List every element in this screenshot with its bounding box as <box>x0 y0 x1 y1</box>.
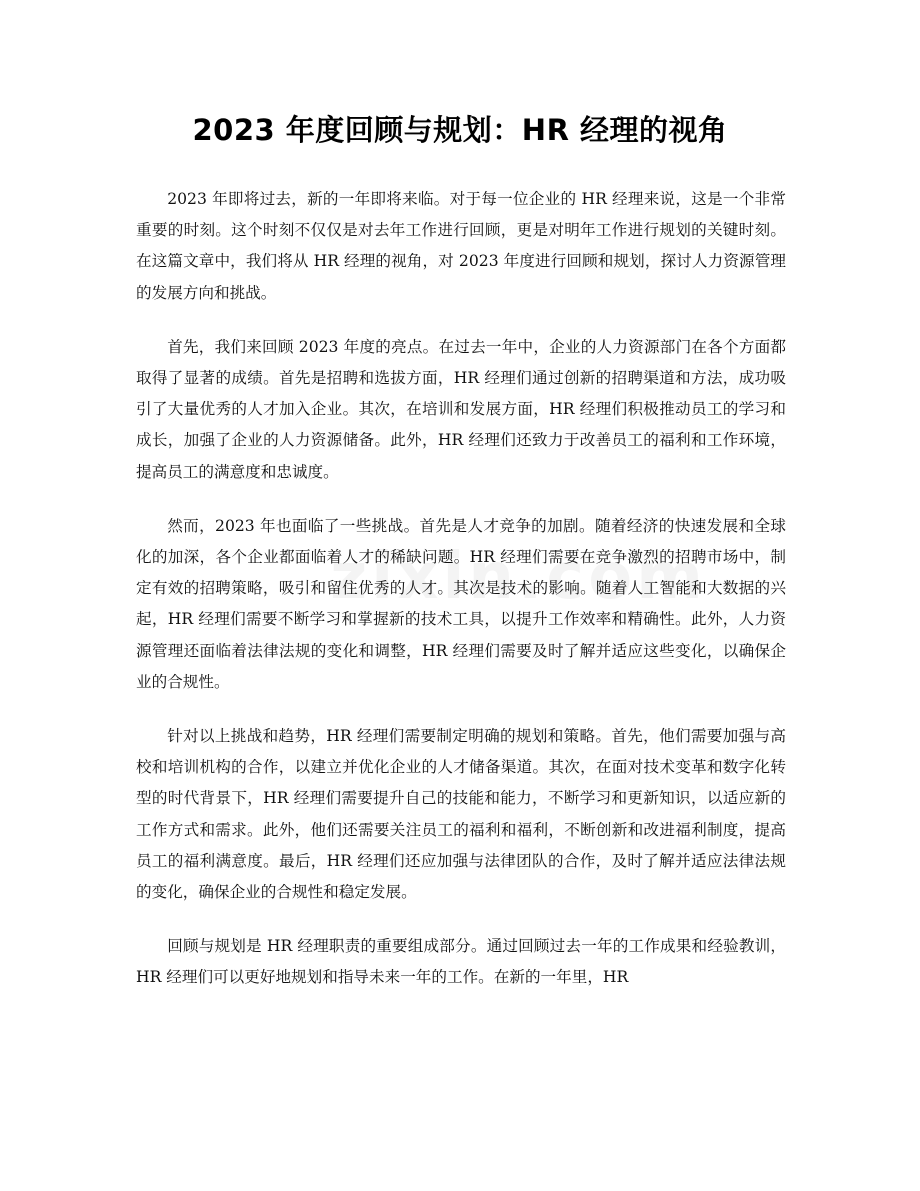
paragraph-challenges: 然而，2023 年也面临了一些挑战。首先是人才竞争的加剧。随着经济的快速发展和全球化的加深，各个企业都面临着人才的稀缺问题。HR 经理们需要在竞争激烈的招聘市场中，制定有效的招聘策略，吸引和留住优秀的人才。其次是技术的影响。随着人工智能和大数据的兴起，HR 经理们需要不断学习和掌握新的技术工具，以提升工作效率和精确性。此外，人力资源管理还面临着法律法规的变化和调整，HR 经理们需要及时了解并适应这些变化，以确保企业的合规性。 <box>136 516 786 691</box>
paragraph-conclusion: 回顾与规划是 HR 经理职责的重要组成部分。通过回顾过去一年的工作成果和经验教训，HR 经理们可以更好地规划和指导未来一年的工作。在新的一年里，HR <box>136 937 786 987</box>
document-body <box>136 184 786 1017</box>
document-title: 2023 年度回顾与规划：HR 经理的视角 <box>192 113 728 147</box>
paragraph-highlights: 首先，我们来回顾 2023 年度的亮点。在过去一年中，企业的人力资源部门在各个方面都取得了显著的成绩。首先是招聘和选拔方面，HR 经理们通过创新的招聘渠道和方法，成功吸引了大量优秀的人才加入企业。其次，在培训和发展方面，HR 经理们积极推动员工的学习和成长，加强了企业的人力资源储备。此外，HR 经理们还致力于改善员工的福利和工作环境，提高员工的满意度和忠诚度。 <box>136 337 786 481</box>
paragraph-strategies: 针对以上挑战和趋势，HR 经理们需要制定明确的规划和策略。首先，他们需要加强与高校和培训机构的合作，以建立并优化企业的人才储备渠道。其次，在面对技术变革和数字化转型的时代背景下，HR 经理们需要提升自己的技能和能力，不断学习和更新知识，以适应新的工作方式和需求。此外，他们还需要关注员工的福利和福利，不断创新和改进福利制度，提高员工的福利满意度。最后，HR 经理们还应加强与法律团队的合作，及时了解并适应法律法规的变化，确保企业的合规性和稳定发展。 <box>136 727 786 902</box>
paragraph-intro: 2023 年即将过去，新的一年即将来临。对于每一位企业的 HR 经理来说，这是一个非常重要的时刻。这个时刻不仅仅是对去年工作进行回顾，更是对明年工作进行规划的关键时刻。在这篇文章中，我们将从 HR 经理的视角，对 2023 年度进行回顾和规划，探讨人力资源管理的发展方向和挑战。 <box>136 190 786 302</box>
